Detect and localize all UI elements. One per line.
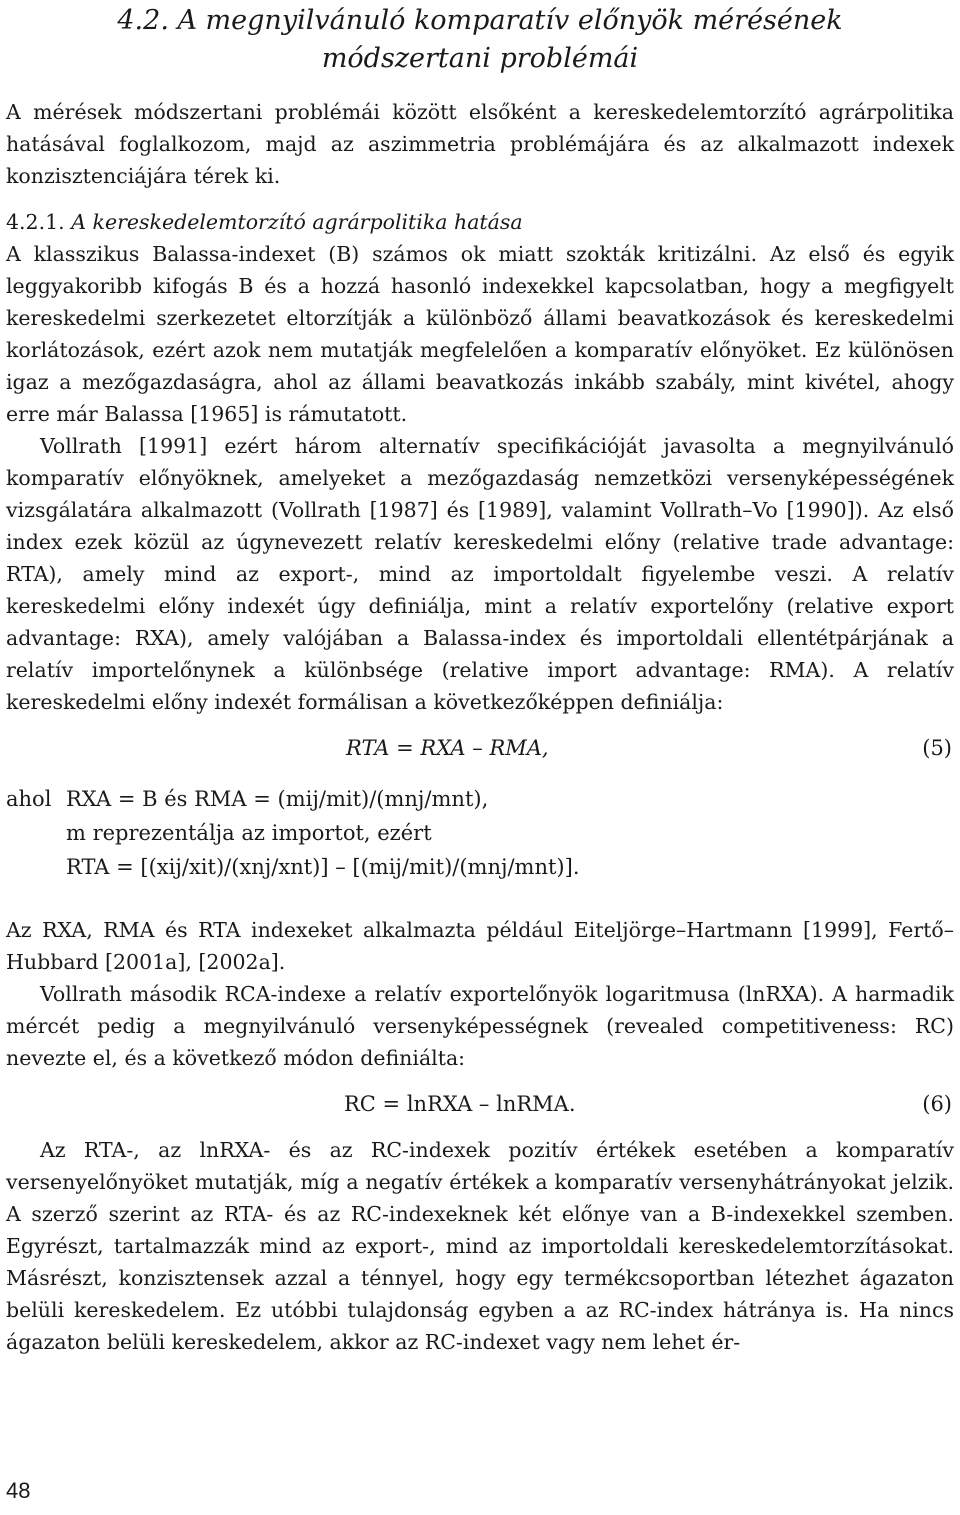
subsection-heading — [6, 206, 954, 238]
equation-5-formula: RTA = RXA – RMA, — [346, 736, 549, 760]
definitions-block — [6, 782, 954, 884]
equation-6-formula: RC = lnRXA – lnRMA. — [344, 1092, 576, 1116]
paragraph-5: Az RTA-, az lnRXA- és az RC-indexek pozitív értékek esetében a komparatív versenyelőnyöket mutatják, míg a negatív értékek a komparatív versenyhátrányokat jelzik. A szerző szerint az RTA- és az RC-indexeknek két előnye van a B-indexekkel szemben. Egyrészt, tartalmazzák mind az export-, mind az importoldali kereskedelemtorzításokat. Másrészt, konzisztensek azzal a ténnyel, hogy egy termékcsoportban létezhet ágazaton belüli kereskedelem. Ez utóbbi tulajdonság egyben a az RC-index hátránya is. Ha nincs ágazaton belüli kereskedelem, akkor az RC-indexet vagy nem lehet ér- — [6, 1138, 954, 1354]
section-heading-line2: módszertani problémái — [321, 43, 639, 74]
definition-row — [6, 850, 954, 884]
subsection-title: A kereskedelemtorzító agrárpolitika hatása — [71, 210, 523, 234]
definition-row — [6, 782, 954, 816]
equation-5 — [6, 718, 954, 778]
definition-line-1: RXA = B és RMA = (mij/mit)/(mnj/mnt), — [66, 787, 489, 811]
paragraph-3: Az RXA, RMA és RTA indexeket alkalmazta például Eiteljörge–Hartmann [1999], Fertő–Hubbard [2001a], [2002a]. — [6, 918, 954, 974]
definition-row — [6, 816, 954, 850]
equation-6 — [6, 1074, 954, 1134]
paragraph-1: A klasszikus Balassa-indexet (B) számos ok miatt szokták kritizálni. Az első és egyik leggyakoribb kifogás B és a hozzá hasonló indexekkel kapcsolatban, hogy a megfigyelt kereskedelmi szerkezetet eltorzítják a különböző állami beavatkozások és kereskedelmi korlátozások, ezért azok nem mutatják megfelelően a komparatív előnyöket. Ez különösen igaz a mezőgazdaságra, ahol az állami beavatkozás inkább szabály, mint kivétel, ahogy erre már Balassa [1965] is rámutatott. — [6, 242, 954, 426]
paragraph-2: Vollrath [1991] ezért három alternatív specifikációját javasolta a megnyilvánuló komparatív előnyöknek, amelyeket a mezőgazdaság nemzetközi versenyképességének vizsgálatára alkalmazott (Vollrath [1987] és [1989], valamint Vollrath–Vo [1990]). Az első index ezek közül az úgynevezett relatív kereskedelmi előny (relative trade advantage: RTA), amely mind az export-, mind az importoldalt figyelembe veszi. A relatív kereskedelmi előny indexét úgy definiálja, mint a relatív exportelőny (relative export advantage: RXA), amely valójában a Balassa-index és importoldali ellentétpárjának a relatív importelőnynek a különbsége (relative import advantage: RMA). A relatív kereskedelmi előny indexét formálisan a következőképpen definiálja: — [6, 434, 954, 714]
definition-ahol: ahol — [6, 787, 52, 811]
definition-line-3: RTA = [(xij/xit)/(xnj/xnt)] – [(mij/mit)/(mnj/mnt)]. — [66, 855, 580, 879]
equation-5-number: (5) — [922, 736, 952, 760]
page-body — [6, 0, 954, 1358]
page-number: 48 — [6, 1478, 31, 1503]
intro-paragraph: A mérések módszertani problémái között elsőként a kereskedelemtorzító agrárpolitika hatásával foglalkozom, majd az aszimmetria problémájára és az alkalmazott indexek konzisztenciájára térek ki. — [6, 100, 954, 188]
definition-line-2: m reprezentálja az importot, ezért — [66, 821, 432, 845]
equation-6-number: (6) — [922, 1092, 952, 1116]
paragraph-4: Vollrath második RCA-indexe a relatív exportelőnyök logaritmusa (lnRXA). A harmadik mércét pedig a megnyilvánuló versenyképességnek (revealed competitiveness: RC) nevezte el, és a következő módon definiálta: — [6, 982, 954, 1070]
section-heading-line1: 4.2. A megnyilvánuló komparatív előnyök mérésének — [117, 5, 843, 36]
section-heading — [6, 2, 954, 78]
subsection-number: 4.2.1. — [6, 210, 65, 234]
